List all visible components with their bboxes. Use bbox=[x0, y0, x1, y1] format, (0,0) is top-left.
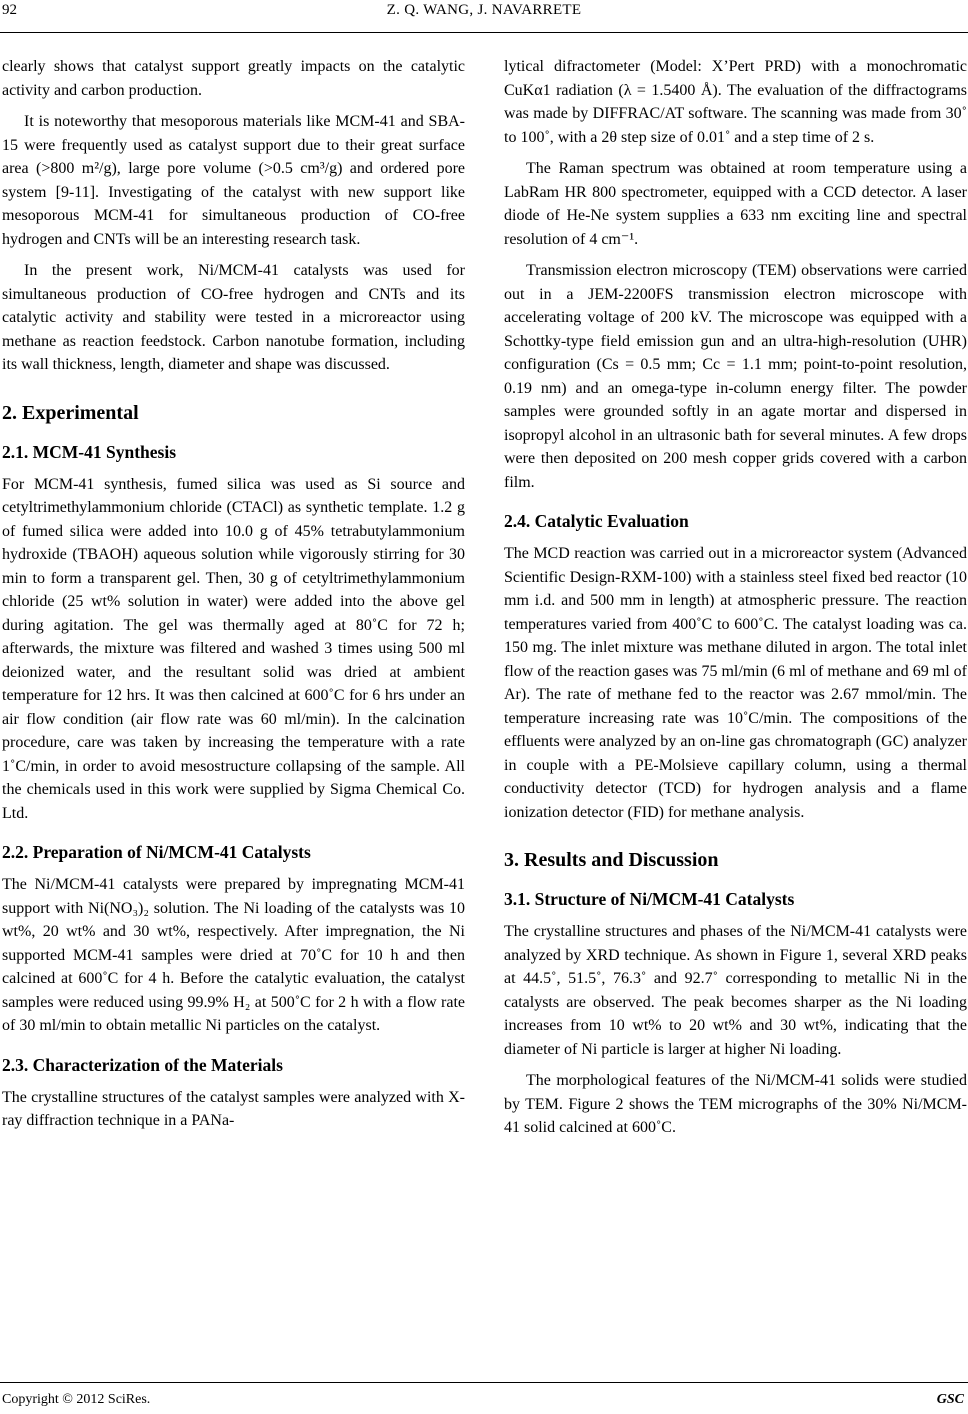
page-footer bbox=[0, 1382, 968, 1414]
paragraph: clearly shows that catalyst support greatly impacts on the catalytic activity and carbon production. bbox=[2, 58, 465, 99]
paragraph: lytical difractometer (Model: X’Pert PRD) with a monochromatic CuKα1 radiation (λ = 1.5400 Å). The evaluation of the diffractograms was made by DIFFRAC/AT software. The scanning was made from 30˚ to 100˚, with a 2θ step size of 0.01˚ and a step time of 2 s. bbox=[504, 58, 967, 146]
subsection-heading: 2.2. Preparation of Ni/MCM-41 Catalysts bbox=[2, 842, 311, 862]
paragraph: It is noteworthy that mesoporous materials like MCM-41 and SBA-15 were frequently used as catalyst support due to their great surface area (>800 m²/g), large pore volume (>0.5 cm³/g) and ordered pore system [9-11]. Investigating of the catalyst with new support like mesoporous MCM-41 for simultaneous production of CO-free hydrogen and CNTs will be an interesting research task. bbox=[2, 113, 465, 248]
right-column bbox=[504, 55, 967, 1140]
paragraph: Transmission electron microscopy (TEM) observations were carried out in a JEM-2200FS transmission electron microscope with accelerating voltage of 200 kV. The microscope was equipped with a Schottky-type field emission gun and an ultra-high-resolution (UHR) configuration (Cs = 0.5 mm; Cc = 1.1 mm; point-to-point resolution, 0.19 nm) and an omega-type in-column energy filter. The powder samples were grounded softly in an agate mortar and dispersed in isopropyl alcohol in an ultrasonic bath for several minutes. A few drops were then deposited on 200 mesh copper grids covered with a carbon film. bbox=[504, 262, 967, 491]
left-column bbox=[2, 55, 465, 1133]
paragraph: The Raman spectrum was obtained at room temperature using a LabRam HR 800 spectrometer, equipped with a CCD detector. A laser diode of He-Ne system supplies a 633 nm exciting line and spectral resolution of 4 cm⁻¹. bbox=[504, 160, 967, 248]
section-heading: 2. Experimental bbox=[2, 401, 139, 424]
subsection-heading: 2.1. MCM-41 Synthesis bbox=[2, 441, 177, 462]
subsection-heading: 3.1. Structure of Ni/MCM-41 Catalysts bbox=[504, 889, 795, 909]
paragraph: The crystalline structures and phases of the Ni/MCM-41 catalysts were analyzed by XRD technique. As shown in Figure 1, several XRD peaks at 44.5˚, 51.5˚, 76.3˚ and 92.7˚ corresponding to metallic Ni in the catalysts are observed. The peak becomes sharper as the Ni loading increases from 10 wt% to 20 wt% and 30 wt%, indicating that the diameter of Ni particle is larger at higher Ni loading. bbox=[504, 923, 967, 1058]
paragraph: The morphological features of the Ni/MCM-41 solids were studied by TEM. Figure 2 shows the TEM micrographs of the 30% Ni/MCM-41 solid calcined at 600˚C. bbox=[504, 1072, 967, 1136]
section-heading: 3. Results and Discussion bbox=[504, 849, 719, 871]
running-head: Z. Q. WANG, J. NAVARRETE bbox=[386, 2, 582, 18]
paragraph: The Ni/MCM-41 catalysts were prepared by impregnating MCM-41 support with Ni(NO₃)₂ solution. The Ni loading of the catalysts was 10 wt%, 20 wt% and 30 wt%, respectively. After impregnation, the Ni supported MCM-41 samples were dried at 70˚C for 10 h and then calcined at 600˚C for 4 h. Before the catalytic evaluation, the catalyst samples were reduced using 99.9% H₂ at 500˚C for 2 h with a flow rate of 30 ml/min to obtain metallic Ni particles on the catalyst. bbox=[2, 876, 465, 1034]
paragraph: The MCD reaction was carried out in a microreactor system (Advanced Scientific Design-RXM-100) with a stainless steel fixed bed reactor (10 mm i.d. and 500 mm in length) at atmospheric pressure. The reaction temperatures varied from 400˚C to 600˚C. The catalyst loading was ca. 150 mg. The inlet mixture was methane diluted in argon. The total inlet flow of the reaction gases was 75 ml/min (6 ml of methane and 69 ml of Ar). The rate of methane fed to the reactor was 2.67 mmol/min. The temperature increasing rate was 10˚C/min. The compositions of the effluents were analyzed by an on-line gas chromatograph (GC) analyzer in couple with a PE-Molsieve capillary column, using a thermal conductivity detector (TCD) for hydrogen analysis and a flame ionization detector (FID) for methane analysis. bbox=[504, 545, 967, 821]
header-rule bbox=[0, 32, 968, 33]
paragraph: For MCM-41 synthesis, fumed silica was used as Si source and cetyltrimethylammonium chloride (CTACl) as synthetic template. 1.2 g of fumed silica were added into 10.0 g of 45% tetrabutylammonium hydroxide (TBAOH) aqueous solution while vigorously stirring for 30 min to form a transparent gel. Then, 30 g of cetyltrimethylammonium chloride (25 wt% solution in water) were added into the above gel during agitation. The gel was thermally aged at 80˚C for 72 h; afterwards, the mixture was filtered and washed 3 times using 500 ml deionized water, and the resultant solid was dried at ambient temperature for 12 hrs. It was then calcined at 600˚C for 6 hrs under an air flow condition (air flow rate was 60 ml/min). In the calcination procedure, care was taken by increasing the temperature with a rate 1˚C/min, in order to avoid mesostructure collapsing of the sample. All the chemicals used in this work were supplied by Sigma Chemical Co. Ltd. bbox=[2, 475, 465, 822]
page-header bbox=[0, 0, 968, 36]
subsection-heading: 2.4. Catalytic Evaluation bbox=[504, 511, 689, 531]
page-number: 92 bbox=[2, 2, 17, 18]
journal-abbrev: GSC bbox=[936, 1392, 964, 1407]
copyright: Copyright © 2012 SciRes. bbox=[2, 1392, 151, 1407]
paragraph: In the present work, Ni/MCM-41 catalysts was used for simultaneous production of CO-free hydrogen and CNTs and its catalytic activity and stability were tested in a microreactor using methane as reaction feedstock. Carbon nanotube formation, including its wall thickness, length, diameter and shape was discussed. bbox=[2, 262, 465, 373]
paragraph: The crystalline structures of the catalyst samples were analyzed with X-ray diffraction technique in a PANa- bbox=[2, 1088, 465, 1129]
subsection-heading: 2.3. Characterization of the Materials bbox=[2, 1054, 283, 1075]
footer-rule bbox=[0, 1382, 968, 1383]
